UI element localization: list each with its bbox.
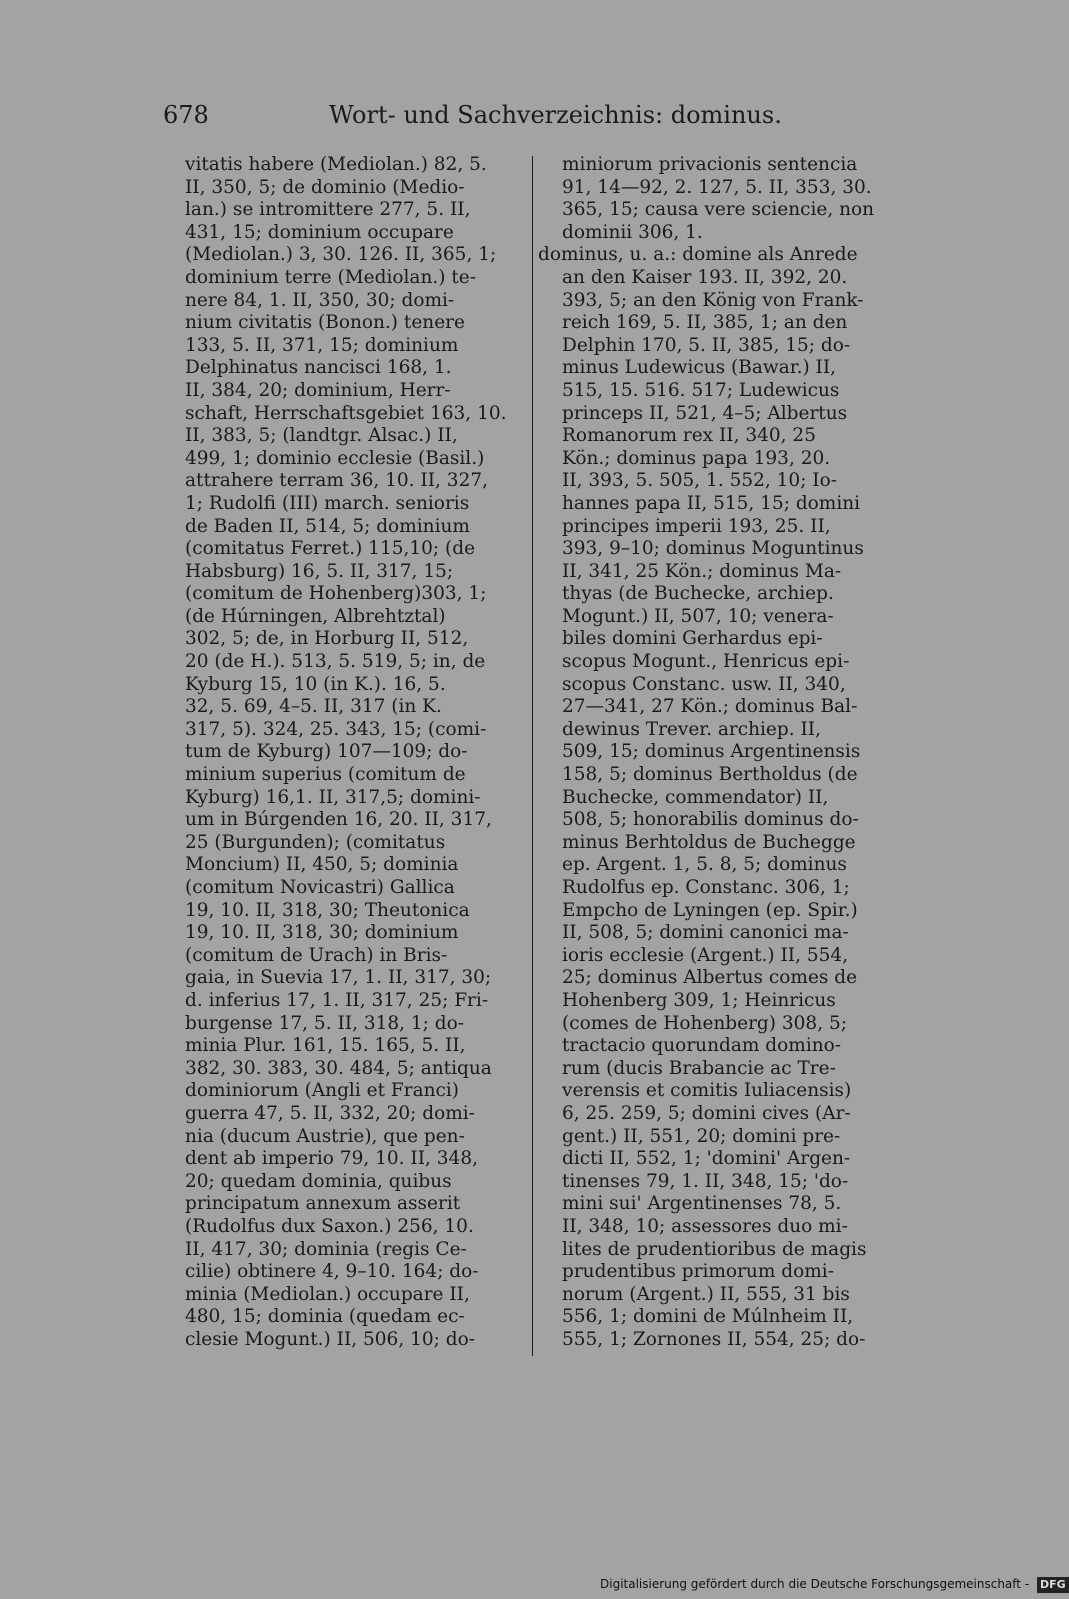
- text-line: 508, 5; honorabilis dominus do-: [562, 809, 859, 831]
- text-line: dominus, u. a.: domine als Anrede: [538, 244, 858, 266]
- text-line: 27—341, 27 Kön.; dominus Bal-: [562, 696, 858, 718]
- text-line: 19, 10. II, 318, 30; dominium: [185, 922, 459, 944]
- text-line: lites de prudentioribus de magis: [562, 1238, 867, 1260]
- text-line: miniorum privacionis sentencia: [562, 154, 858, 175]
- text-line: minium superius (comitum de: [185, 764, 466, 786]
- text-line: Mogunt.) II, 507, 10; venera-: [562, 605, 834, 627]
- text-line: Habsburg) 16, 5. II, 317, 15;: [185, 560, 454, 582]
- text-line: dent ab imperio 79, 10. II, 348,: [185, 1148, 478, 1170]
- text-line: 365, 15; causa vere sciencie, non: [562, 199, 875, 221]
- text-line: dominii 306, 1.: [562, 221, 703, 243]
- text-line: principes imperii 193, 25. II,: [562, 515, 831, 537]
- text-line: norum (Argent.) II, 555, 31 bis: [562, 1283, 850, 1305]
- text-line: Rudolfus ep. Constanc. 306, 1;: [562, 877, 850, 898]
- text-line: II, 384, 20; dominium, Herr-: [185, 379, 451, 401]
- text-line: tum de Kyburg) 107—109; do-: [185, 741, 468, 763]
- text-line: II, 383, 5; (landtgr. Alsac.) II,: [185, 425, 458, 447]
- text-line: d. inferius 17, 1. II, 317, 25; Fri-: [185, 989, 489, 1011]
- text-line: scopus Constanc. usw. II, 340,: [562, 673, 846, 695]
- text-line: (comitum de Hohenberg)303, 1;: [185, 583, 487, 605]
- text-line: reich 169, 5. II, 385, 1; an den: [562, 312, 848, 334]
- text-line: Kyburg) 16,1. II, 317,5; domini-: [185, 786, 481, 808]
- left-column: [185, 154, 515, 1351]
- text-line: Delphin 170, 5. II, 385, 15; do-: [562, 334, 851, 356]
- text-line: dicti II, 552, 1; 'domini' Argen-: [562, 1148, 851, 1170]
- text-line: 133, 5. II, 371, 15; dominium: [185, 334, 459, 356]
- text-line: 509, 15; dominus Argentinensis: [562, 741, 861, 763]
- text-line: principatum annexum asserit: [185, 1193, 461, 1215]
- text-line: 20; quedam dominia, quibus: [185, 1170, 452, 1192]
- text-line: Empcho de Lyningen (ep. Spir.): [562, 899, 858, 921]
- text-line: (comes de Hohenberg) 308, 5;: [562, 1012, 847, 1034]
- text-line: um in Búrgenden 16, 20. II, 317,: [185, 809, 492, 831]
- text-line: mini sui' Argentinenses 78, 5.: [562, 1193, 842, 1215]
- text-line: tinenses 79, 1. II, 348, 15; 'do-: [562, 1170, 849, 1192]
- text-line: 302, 5; de, in Horburg II, 512,: [185, 628, 469, 650]
- footer-credit: [600, 1573, 1069, 1595]
- text-line: II, 393, 5. 505, 1. 552, 10; Io-: [562, 470, 838, 492]
- text-line: Hohenberg 309, 1; Heinricus: [562, 989, 836, 1011]
- text-line: 393, 5; an den König von Frank-: [562, 289, 864, 311]
- text-line: 382, 30. 383, 30. 484, 5; antiqua: [185, 1057, 492, 1079]
- text-line: dewinus Trever. archiep. II,: [562, 718, 821, 740]
- text-line: 25; dominus Albertus comes de: [562, 967, 858, 989]
- dfg-logo: DFG: [1037, 1577, 1069, 1593]
- page-number: 678: [163, 101, 209, 129]
- column-divider: [532, 156, 533, 1356]
- text-line: II, 417, 30; dominia (regis Ce-: [185, 1238, 467, 1260]
- text-line: thyas (de Buchecke, archiep.: [562, 583, 834, 605]
- text-line: 431, 15; dominium occupare: [185, 221, 454, 243]
- text-line: II, 348, 10; assessores duo mi-: [562, 1215, 848, 1237]
- text-line: (Rudolfus dux Saxon.) 256, 10.: [185, 1215, 474, 1237]
- text-line: guerra 47, 5. II, 332, 20; domi-: [185, 1102, 475, 1124]
- text-line: attrahere terram 36, 10. II, 327,: [185, 470, 489, 492]
- text-line: Kyburg 15, 10 (in K.). 16, 5.: [185, 673, 446, 695]
- text-line: verensis et comitis Iuliacensis): [562, 1080, 852, 1102]
- text-line: nium civitatis (Bonon.) tenere: [185, 312, 465, 334]
- right-column: [538, 154, 897, 1351]
- text-line: 317, 5). 324, 25. 343, 15; (comi-: [185, 718, 487, 740]
- text-line: 32, 5. 69, 4–5. II, 317 (in K.: [185, 696, 442, 718]
- text-line: minia (Mediolan.) occupare II,: [185, 1283, 470, 1305]
- text-line: (Mediolan.) 3, 30. 126. II, 365, 1;: [185, 244, 497, 266]
- text-line: gent.) II, 551, 20; domini pre-: [562, 1125, 841, 1147]
- text-line: 158, 5; dominus Bertholdus (de: [562, 764, 858, 786]
- text-line: (comitatus Ferret.) 115,10; (de: [185, 538, 476, 560]
- text-line: schaft, Herrschaftsgebiet 163, 10.: [185, 402, 507, 424]
- text-line: (comitum Novicastri) Gallica: [185, 877, 455, 898]
- text-line: Kön.; dominus papa 193, 20.: [562, 447, 831, 469]
- text-line: Romanorum rex II, 340, 25: [562, 425, 816, 447]
- text-line: II, 350, 5; de dominio (Medio-: [185, 176, 465, 198]
- text-line: Buchecke, commendator) II,: [562, 786, 829, 808]
- text-line: 19, 10. II, 318, 30; Theutonica: [185, 899, 470, 921]
- text-line: ep. Argent. 1, 5. 8, 5; dominus: [562, 854, 847, 876]
- text-line: prudentibus primorum domi-: [562, 1261, 834, 1283]
- text-line: biles domini Gerhardus epi-: [562, 628, 823, 650]
- text-line: tractacio quorundam domino-: [562, 1035, 842, 1057]
- text-line: ioris ecclesie (Argent.) II, 554,: [562, 944, 849, 966]
- text-line: gaia, in Suevia 17, 1. II, 317, 30;: [185, 967, 492, 989]
- text-line: scopus Mogunt., Henricus epi-: [562, 651, 850, 673]
- text-line: II, 341, 25 Kön.; dominus Ma-: [562, 560, 842, 582]
- text-line: hannes papa II, 515, 15; domini: [562, 492, 861, 514]
- text-line: lan.) se intromittere 277, 5. II,: [185, 199, 471, 221]
- text-line: burgense 17, 5. II, 318, 1; do-: [185, 1012, 465, 1034]
- running-title: Wort- und Sachverzeichnis: dominus.: [329, 101, 782, 129]
- text-line: 6, 25. 259, 5; domini cives (Ar-: [562, 1102, 851, 1124]
- text-line: 555, 1; Zornones II, 554, 25; do-: [562, 1328, 866, 1350]
- text-line: nere 84, 1. II, 350, 30; domi-: [185, 289, 455, 311]
- text-line: 556, 1; domini de Múlnheim II,: [562, 1306, 854, 1328]
- text-line: (comitum de Urach) in Bris-: [185, 944, 448, 966]
- text-line: 91, 14—92, 2. 127, 5. II, 353, 30.: [562, 176, 872, 198]
- text-line: minus Berhtoldus de Buchegge: [562, 831, 856, 853]
- text-line: Delphinatus nancisci 168, 1.: [185, 357, 452, 379]
- text-line: (de Húrningen, Albrehtztal): [185, 605, 446, 627]
- text-line: 1; Rudolfi (III) march. senioris: [185, 492, 470, 514]
- text-line: cilie) obtinere 4, 9–10. 164; do-: [185, 1261, 479, 1283]
- text-line: 499, 1; dominio ecclesie (Basil.): [185, 447, 485, 469]
- footer-text: Digitalisierung gefördert durch die Deutsche Forschungsgemeinschaft -: [600, 1577, 1030, 1591]
- text-line: dominiorum (Angli et Franci): [185, 1080, 460, 1102]
- text-line: 515, 15. 516. 517; Ludewicus: [562, 379, 840, 401]
- page-header: [163, 98, 782, 132]
- text-line: minia Plur. 161, 15. 165, 5. II,: [185, 1035, 466, 1057]
- text-line: Moncium) II, 450, 5; dominia: [185, 854, 459, 876]
- text-line: an den Kaiser 193. II, 392, 20.: [562, 266, 848, 288]
- text-line: nia (ducum Austrie), que pen-: [185, 1125, 465, 1147]
- text-line: vitatis habere (Mediolan.) 82, 5.: [185, 154, 487, 175]
- text-line: II, 508, 5; domini canonici ma-: [562, 922, 849, 944]
- text-line: 393, 9–10; dominus Moguntinus: [562, 538, 864, 560]
- text-line: princeps II, 521, 4–5; Albertus: [562, 402, 848, 424]
- text-line: 480, 15; dominia (quedam ec-: [185, 1306, 465, 1328]
- text-line: 20 (de H.). 513, 5. 519, 5; in, de: [185, 651, 486, 673]
- text-line: minus Ludewicus (Bawar.) II,: [562, 357, 837, 379]
- text-line: 25 (Burgunden); (comitatus: [185, 831, 446, 853]
- text-line: dominium terre (Mediolan.) te-: [185, 266, 476, 288]
- text-line: de Baden II, 514, 5; dominium: [185, 515, 470, 537]
- text-line: clesie Mogunt.) II, 506, 10; do-: [185, 1328, 475, 1350]
- text-line: rum (ducis Brabancie ac Tre-: [562, 1057, 836, 1079]
